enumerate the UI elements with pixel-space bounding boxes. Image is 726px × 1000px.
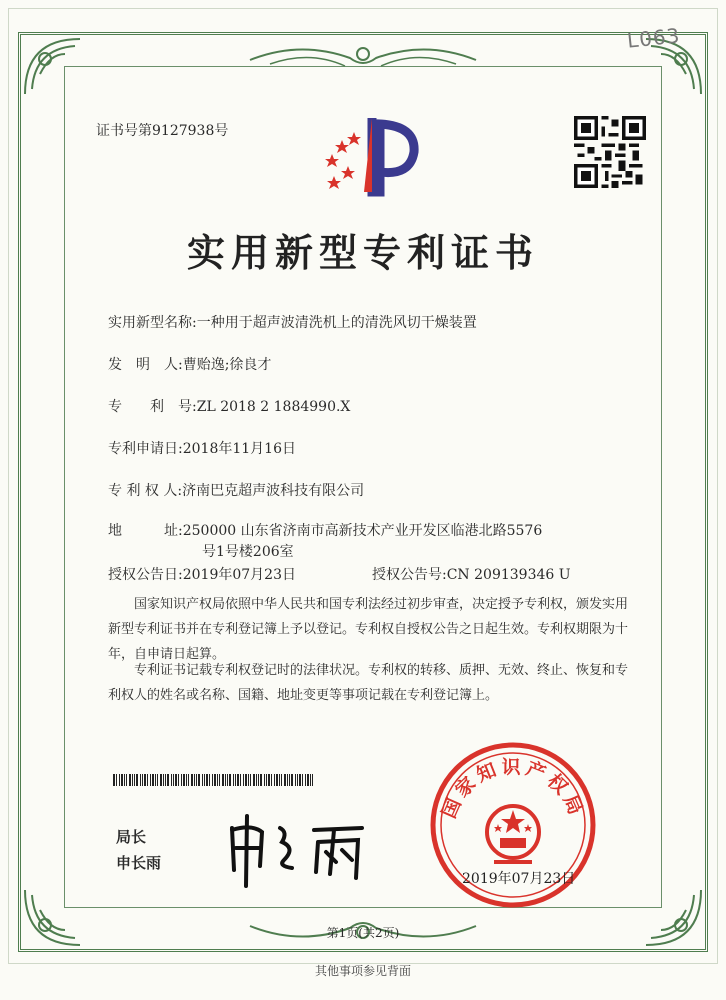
handwritten-note: L063 — [625, 23, 682, 53]
official-title: 局长 — [116, 828, 147, 846]
field-label: 授权公告号: — [372, 567, 447, 583]
field-label: 实用新型名称: — [108, 315, 197, 331]
official-name: 申长雨 — [116, 854, 162, 872]
field-patent-number — [108, 396, 350, 416]
field-label: 授权公告日: — [108, 567, 183, 583]
field-address — [108, 520, 628, 540]
field-value: 250000 山东省济南市高新技术产业开发区临港北路5576 — [182, 523, 543, 539]
field-name — [108, 312, 477, 332]
field-grant-number — [372, 564, 571, 584]
field-value: 2018年11月16日 — [182, 441, 296, 457]
qr-code-icon — [574, 116, 646, 188]
field-value: 济南巴克超声波科技有限公司 — [182, 483, 365, 499]
field-address-line2: 号1号楼206室 — [202, 544, 294, 560]
corner-ornament-icon — [20, 34, 90, 104]
page-title: 实用新型专利证书 — [186, 231, 539, 275]
field-filing-date — [108, 438, 296, 458]
certificate-number: 证书号第9127938号 — [96, 123, 229, 139]
barcode-icon — [113, 774, 313, 786]
signature-icon — [222, 808, 382, 888]
field-grant-date — [108, 564, 296, 584]
seal-text: 国家知识产权局 — [437, 756, 589, 822]
patent-office-logo-icon — [318, 110, 428, 200]
top-ornament-icon — [240, 40, 486, 74]
field-value: 一种用于超声波清洗机上的清洗风切干燥装置 — [196, 315, 477, 331]
page-number: 第1页(共2页) — [326, 926, 400, 940]
field-inventor — [108, 354, 271, 374]
field-label: 专 利 号: — [108, 399, 197, 415]
field-label: 专 利 权 人: — [108, 483, 183, 499]
body-paragraph: 国家知识产权局依照中华人民共和国专利法经过初步审查，决定授予专利权，颁发实用新型专利证书并在专利登记簿上予以登记。专利权自授权公告之日起生效。专利权期限为十年，自申请日起算。 — [108, 597, 629, 662]
field-value: CN 209139346 U — [446, 567, 571, 583]
seal-date: 2019年07月23日 — [462, 871, 576, 887]
field-label: 地 址: — [108, 523, 183, 539]
field-value: 曹贻逸;徐良才 — [182, 357, 272, 373]
field-patentee — [108, 480, 364, 500]
field-label: 专利申请日: — [108, 441, 183, 457]
field-value: ZL 2018 2 1884990.X — [196, 399, 351, 415]
field-label: 发 明 人: — [108, 357, 183, 373]
body-paragraph: 专利证书记载专利权登记时的法律状况。专利权的转移、质押、无效、终止、恢复和专利权人的姓名或名称、国籍、地址变更等事项记载在专利登记簿上。 — [108, 663, 629, 703]
field-value: 2019年07月23日 — [182, 567, 296, 583]
footer-note: 其他事项参见背面 — [314, 964, 411, 978]
